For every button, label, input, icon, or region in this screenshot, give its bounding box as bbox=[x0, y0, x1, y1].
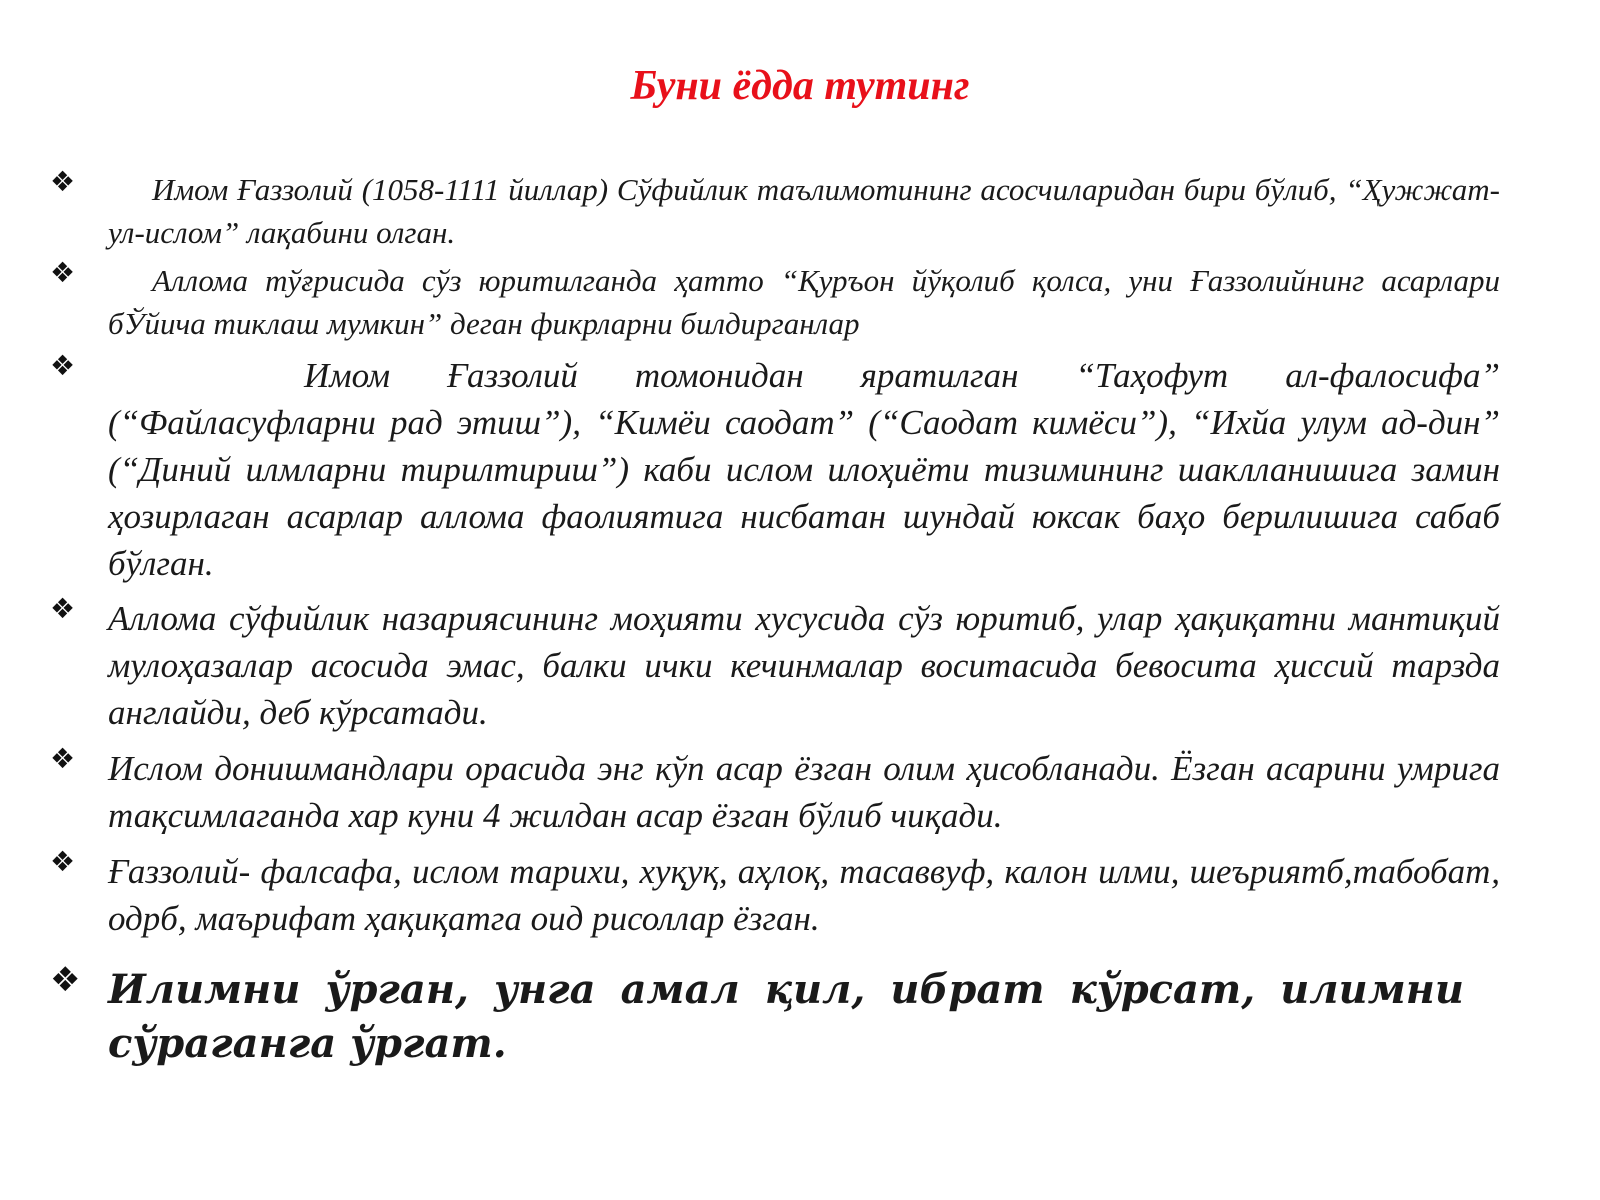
bullet-text: Аллома тўғрисида сўз юритилганда ҳатто “Қуръон йўқолиб қолса, уни Ғаззолийнинг асарлари бЎйича тиклаш мумкин” деган фикрларни билдирганлар bbox=[108, 263, 1500, 341]
bullet-text: Аллома сўфийлик назариясининг моҳияти хусусида сўз юритиб, улар ҳақиқатни мантиқий мулоҳазалар асосида эмас, балки ички кечинмалар воситасида бевосита ҳиссий тарзда англайди, деб кўрсатади. bbox=[108, 599, 1500, 732]
bullet-text-emphasis: Илимни ўрган, унга амал қил, ибрат кўрсат, илимни сўраганга ўргат. bbox=[108, 966, 1464, 1067]
four-diamond-bullet-icon: ❖ bbox=[50, 742, 76, 775]
four-diamond-bullet-icon: ❖ bbox=[50, 256, 76, 289]
four-diamond-bullet-icon: ❖ bbox=[50, 845, 76, 878]
bullet-text: Ғаззолий- фалсафа, ислом тарихи, хуқуқ, аҳлоқ, тасаввуф, калон илми, шеъриятб,табобат, одрб, маърифат ҳақиқатга оид рисоллар ёзган. bbox=[108, 852, 1500, 938]
four-diamond-bullet-icon: ❖ bbox=[50, 960, 81, 1000]
bullet-text: Имом Ғаззолий томонидан яратилган “Таҳофут ал-фалосифа” (“Файласуфларни рад этиш”), “Кимёи саодат” (“Саодат кимёси”), “Ихйа улум ад-дин” (“Диний илмларни тирилтириш”) каби ислом илоҳиёти тизимининг шаклланишига замин ҳозирлаган асарлар аллома фаолиятига нисбатан шундай юксак баҳо берилишига сабаб бўлган. bbox=[108, 356, 1500, 583]
slide-title: Буни ёдда тутинг bbox=[630, 63, 970, 109]
four-diamond-bullet-icon: ❖ bbox=[50, 349, 76, 382]
bullet-text: Ислом донишмандлари орасида энг кўп асар ёзган олим ҳисобланади. Ёзган асарини умрига тақсимлаганда хар куни 4 жилдан асар ёзган бўлиб чиқади. bbox=[108, 749, 1500, 835]
four-diamond-bullet-icon: ❖ bbox=[50, 165, 76, 198]
four-diamond-bullet-icon: ❖ bbox=[50, 592, 76, 625]
bullet-text: Имом Ғаззолий (1058-1111 йиллар) Сўфийлик таълимотининг асосчиларидан бири бўлиб, “Ҳужжат-ул-ислом” лақабини олган. bbox=[108, 172, 1500, 250]
